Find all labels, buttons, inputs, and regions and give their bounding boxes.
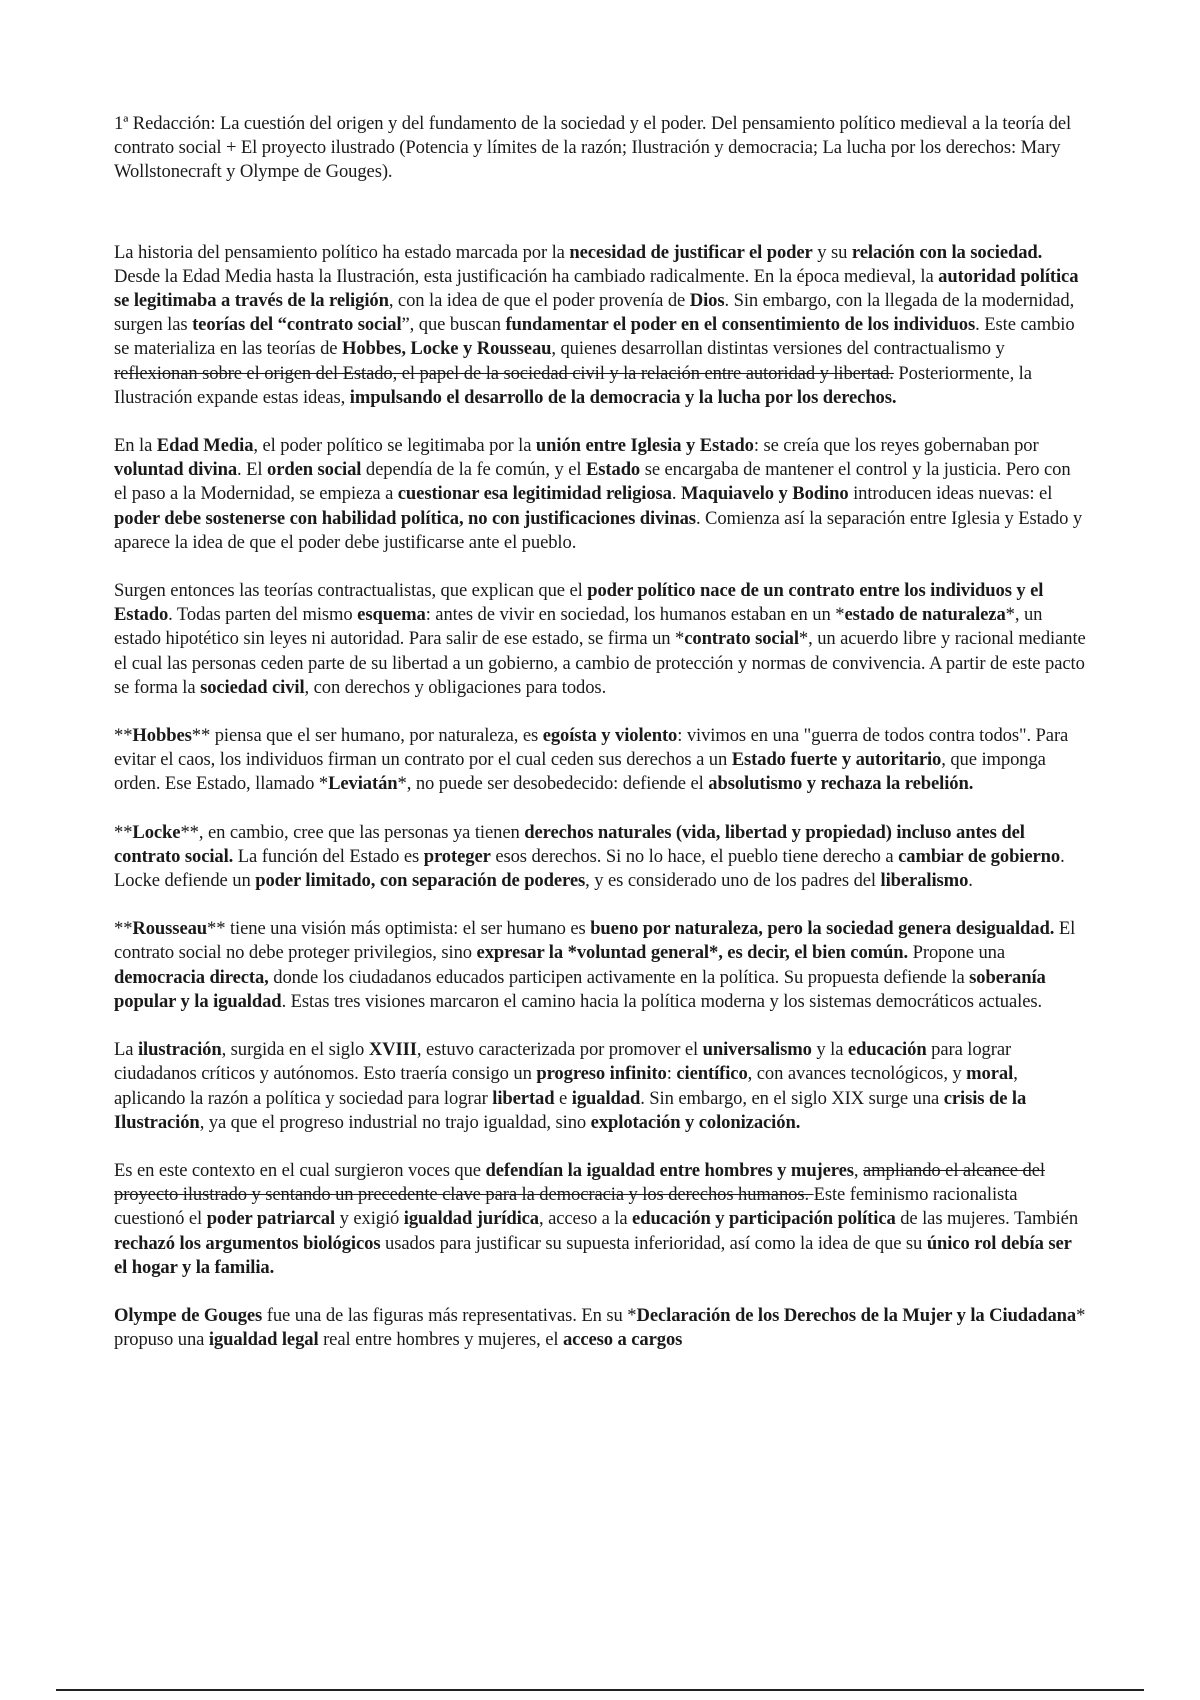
text-run: esos derechos. Si no lo hace, el pueblo tiene derecho a [490,845,899,867]
bold-text-run: cambiar de gobierno [898,845,1061,867]
text-run: : [666,1063,677,1085]
bold-text-run: Hobbes [132,725,192,747]
text-run: En la [114,435,157,457]
text-run: * propuso una [114,1304,1086,1351]
bold-text-run: Declaración de los Derechos de la Mujer y la Ciudadana [636,1304,1077,1326]
text-run: El contrato social no debe proteger privilegios, sino [114,918,1076,964]
text-run: La historia del pensamiento político ha estado marcada por la [114,241,570,263]
bold-text-run: Maquiavelo y Bodino [680,483,849,505]
bold-text-run: poder político nace de un contrato entre los individuos y el Estado [114,580,1044,626]
strikethrough-text-run: ampliando el alcance del proyecto ilustrado y sentando un precedente clave para la democracia y los derechos humanos. [114,1159,1045,1206]
text-run: *, no puede ser desobedecido: defiende el [397,773,709,795]
bold-text-run: libertad [492,1087,555,1109]
text-run: . Todas parten del mismo [168,604,358,626]
bold-text-run: impulsando el desarrollo de la democracia y la lucha por los derechos. [349,386,897,408]
bold-text-run: educación [847,1039,927,1061]
bold-text-run: Estado [585,459,641,481]
text-run: ** [114,725,133,747]
bold-text-run: Dios [689,290,725,312]
bold-text-run: esquema [357,604,426,626]
bold-text-run: acceso a cargos [562,1329,683,1351]
bold-text-run: contrato social [684,628,799,650]
text-run: ** [114,821,133,843]
bold-text-run: necesidad de justificar el poder [569,241,813,263]
bold-text-run: XVIII [368,1039,417,1061]
bold-text-run: explotación y colonización. [590,1111,801,1133]
bold-text-run: poder patriarcal [206,1208,336,1230]
bold-text-run: Edad Media [156,435,254,457]
text-run: y la [811,1039,848,1061]
text-run: Propone una [908,942,1005,964]
text-run: , surgida en el siglo [221,1039,369,1061]
bold-text-run: bueno por naturaleza, pero la sociedad genera desigualdad. [590,918,1055,940]
bold-text-run: expresar la *voluntad general*, es decir, el bien común. [476,942,909,964]
text-run: real entre hombres y mujeres, el [318,1329,563,1351]
text-run: de las mujeres. También [895,1208,1079,1230]
text-run: , estuvo caracterizada por promover el [416,1039,703,1061]
paragraph-feminismo [114,1159,1088,1280]
text-run: Este feminismo racionalista cuestionó el [114,1184,1018,1230]
bold-text-run: derechos naturales (vida, libertad y propiedad) incluso antes del contrato social. [114,821,1025,867]
text-run: : vivimos en una "guerra de todos contra todos". Para evitar el caos, los individuos firman un contrato por el cual ceden sus derechos a un [114,725,1069,771]
text-run: . Este cambio se materializa en las teorías de [114,314,1075,360]
text-run: se encargaba de mantener el control y la justicia. Pero con el paso a la Modernidad, se empieza a [114,459,1071,505]
text-run: dependía de la fe común, y el [361,459,586,481]
paragraph-ilustracion [114,1038,1088,1135]
bold-text-run: poder debe sostenerse con habilidad política, no con justificaciones divinas [114,507,696,529]
bold-text-run: igualdad legal [208,1329,319,1351]
text-run: , con la idea de que el poder provenía de [388,290,690,312]
bold-text-run: unión entre Iglesia y Estado [535,435,754,457]
bold-text-run: Locke [132,821,181,843]
text-run: . Estas tres visiones marcaron el camino hacia la política moderna y los sistemas democráticos actuales. [281,990,1043,1012]
bold-text-run: liberalismo [880,870,969,892]
text-run: , aplicando la razón a política y sociedad para lograr [114,1063,1018,1109]
paragraph-hobbes [114,724,1088,797]
text-run: : se creía que los reyes gobernaban por [753,435,1039,457]
text-run: : antes de vivir en sociedad, los humanos estaban en un * [425,604,845,626]
text-run: , [853,1159,864,1181]
bold-text-run: Estado fuerte y autoritario [731,749,942,771]
strikethrough-text-run: reflexionan sobre el origen del Estado, el papel de la sociedad civil y la relación entre autoridad y libertad. [114,362,894,384]
text-run: y su [812,241,852,263]
text-run: , con avances tecnológicos, y [747,1063,967,1085]
paragraph-intro [114,241,1088,410]
bold-text-run: educación y participación política [632,1208,896,1230]
bold-text-run: rechazó los argumentos biológicos [114,1232,381,1254]
text-run: Desde la Edad Media hasta la Ilustración, esta justificación ha cambiado radicalmente. En la época medieval, la [114,265,939,287]
text-run: La [114,1039,138,1061]
text-run: Posteriormente, la Ilustración expande estas ideas, [114,362,1032,408]
text-run: . El [237,459,268,481]
paragraph-edad-media [114,434,1088,555]
paragraph-locke [114,821,1088,894]
text-run: fue una de las figuras más representativas. En su * [262,1304,637,1326]
text-run: *, un acuerdo libre y racional mediante el cual las personas ceden parte de su libertad a un gobierno, a cambio de protección y normas de convivencia. A partir de este pacto se forma la [114,628,1086,698]
text-run: , acceso a la [538,1208,633,1230]
text-run: para lograr ciudadanos críticos y autónomos. Esto traería consigo un [114,1039,1012,1085]
bold-text-run: Rousseau [132,918,208,940]
text-run: Surgen entonces las teorías contractualistas, que explican que el [114,580,588,602]
bold-text-run: defendían la igualdad entre hombres y mujeres [485,1159,854,1181]
paragraph-rousseau [114,917,1088,1014]
bold-text-run: Olympe de Gouges [114,1304,263,1326]
text-run: donde los ciudadanos educados participen activamente en la política. Su propuesta defiende la [268,966,970,988]
bold-text-run: universalismo [702,1039,812,1061]
bold-text-run: sociedad civil [200,676,305,698]
bold-text-run: poder limitado, con separación de poderes [255,870,586,892]
paragraph-olympe-de-gouges [114,1304,1088,1352]
text-run: ”, que buscan [401,314,506,336]
bold-text-run: absolutismo y rechaza la rebelión. [708,773,974,795]
text-run: . Comienza así la separación entre Iglesia y Estado y aparece la idea de que el poder debe justificarse ante el pueblo. [114,507,1083,553]
bold-text-run: proteger [423,845,491,867]
bold-text-run: Leviatán [328,773,398,795]
text-run: **, en cambio, cree que las personas ya tienen [180,821,525,843]
bold-text-run: fundamentar el poder en el consentimiento de los individuos [505,314,976,336]
bold-text-run: democracia directa, [114,966,269,988]
text-run: , que imponga orden. Ese Estado, llamado * [114,749,1046,795]
text-run: ** tiene una visión más optimista: el ser humano es [207,918,591,940]
text-run: e [554,1087,572,1109]
bold-text-run: egoísta y violento [542,725,678,747]
text-run: ** [114,918,133,940]
page-bottom-rule [56,1689,1144,1691]
text-run: La función del Estado es [233,845,424,867]
text-run: *, un estado hipotético sin leyes ni autoridad. Para salir de ese estado, se firma un * [114,604,1043,650]
bold-text-run: crisis de la Ilustración [114,1087,1027,1133]
text-run: . [968,870,973,892]
text-run: usados para justificar su supuesta inferioridad, así como la idea de que su [380,1232,927,1254]
text-run: ** piensa que el ser humano, por naturaleza, es [191,725,543,747]
bold-text-run: soberanía popular y la igualdad [114,966,1046,1012]
text-run: . [671,483,681,505]
text-run: . Sin embargo, en el siglo XIX surge una [640,1087,944,1109]
text-run: , el poder político se legitimaba por la [253,435,536,457]
bold-text-run: orden social [267,459,362,481]
bold-text-run: cuestionar esa legitimidad religiosa [397,483,672,505]
bold-text-run: igualdad jurídica [403,1208,539,1230]
text-run: . Sin embargo, con la llegada de la modernidad, surgen las [114,290,1075,336]
text-run: , con derechos y obligaciones para todos. [304,676,607,698]
text-run: Es en este contexto en el cual surgieron voces que [114,1159,486,1181]
text-run: , ya que el progreso industrial no trajo igualdad, sino [199,1111,591,1133]
bold-text-run: relación con la sociedad. [851,241,1043,263]
bold-text-run: voluntad divina [114,459,238,481]
text-run: y exigió [335,1208,404,1230]
paragraph-contractualismo [114,579,1088,700]
document-heading: 1ª Redacción: La cuestión del origen y del fundamento de la sociedad y el poder. Del pensamiento político medieval a la teoría del contrato social + El proyecto ilustrado (Potencia y límites de la razón; Ilustración y democracia; La lucha por los derechos: Mary Wollstonecraft y Olympe de Gouges). [114,113,1072,183]
bold-text-run: estado de naturaleza [844,604,1006,626]
bold-text-run: Hobbes, Locke y Rousseau [341,338,552,360]
bold-text-run: progreso infinito [536,1063,667,1085]
document-page [114,112,1088,1376]
text-run: . Locke defiende un [114,845,1065,892]
text-run: , y es considerado uno de los padres del [585,870,881,892]
bold-text-run: autoridad política se legitimaba a través de la religión [114,265,1079,312]
text-run: , quienes desarrollan distintas versiones del contractualismo y [551,338,1005,360]
text-run: introducen ideas nuevas: el [848,483,1053,505]
bold-text-run: único rol debía ser el hogar y la familia. [114,1232,1072,1278]
bold-text-run: teorías del “contrato social [192,314,402,336]
bold-text-run: igualdad [571,1087,641,1109]
bold-text-run: científico [676,1063,748,1085]
bold-text-run: ilustración [137,1039,222,1061]
bold-text-run: moral [966,1063,1014,1085]
